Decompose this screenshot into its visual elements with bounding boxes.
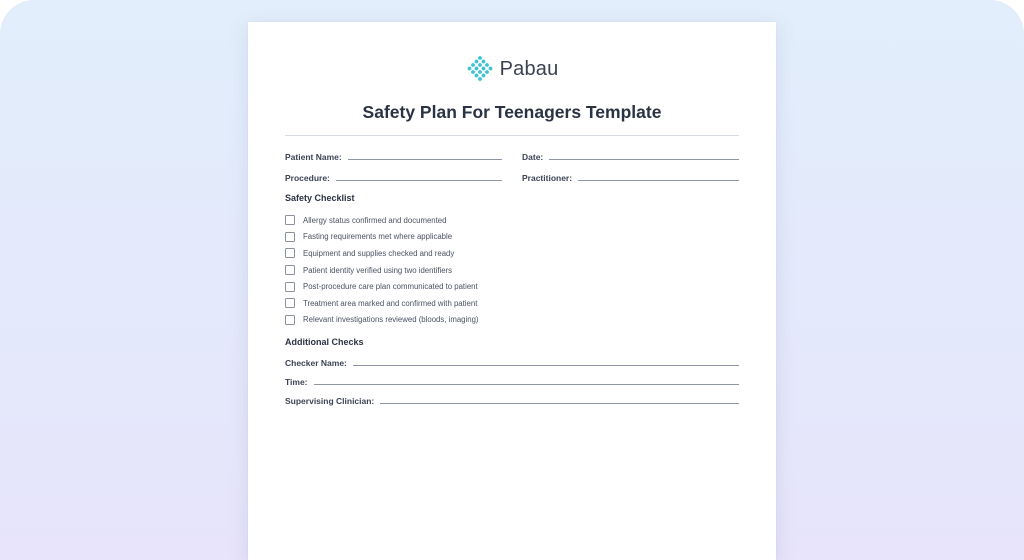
additional-checks-heading: Additional Checks xyxy=(285,337,364,347)
safety-checklist-heading: Safety Checklist xyxy=(285,193,355,203)
patient-name-field[interactable] xyxy=(285,150,502,162)
checkbox[interactable] xyxy=(285,282,295,292)
practitioner-label: Practitioner: xyxy=(522,173,573,183)
checker-name-field[interactable] xyxy=(285,356,739,368)
patient-name-label: Patient Name: xyxy=(285,152,342,162)
document-title: Safety Plan For Teenagers Template xyxy=(362,102,662,122)
practitioner-field[interactable] xyxy=(522,171,739,183)
supervising-clinician-line[interactable] xyxy=(380,403,739,404)
checkbox[interactable] xyxy=(285,298,295,308)
date-line[interactable] xyxy=(549,159,739,160)
checklist-item[interactable] xyxy=(285,278,479,295)
checklist-item-label: Equipment and supplies checked and ready xyxy=(303,248,455,258)
procedure-field[interactable] xyxy=(285,171,502,183)
supervising-clinician-label: Supervising Clinician: xyxy=(285,396,375,406)
checkbox[interactable] xyxy=(285,215,295,225)
procedure-line[interactable] xyxy=(336,180,502,181)
practitioner-line[interactable] xyxy=(578,180,739,181)
checklist-item[interactable] xyxy=(285,212,479,229)
time-line[interactable] xyxy=(314,384,739,385)
checklist-item[interactable] xyxy=(285,245,479,262)
checker-name-line[interactable] xyxy=(353,365,739,366)
title-divider xyxy=(285,135,739,136)
checklist-item[interactable] xyxy=(285,262,479,279)
time-field[interactable] xyxy=(285,375,739,387)
checkbox[interactable] xyxy=(285,248,295,258)
patient-name-line[interactable] xyxy=(348,159,502,160)
checkbox[interactable] xyxy=(285,265,295,275)
date-field[interactable] xyxy=(522,150,739,162)
checker-name-label: Checker Name: xyxy=(285,358,347,368)
time-label: Time: xyxy=(285,377,308,387)
checklist-item-label: Fasting requirements met where applicable xyxy=(303,232,453,242)
pabau-logo-icon xyxy=(466,55,494,83)
brand-name: Pabau xyxy=(499,57,559,80)
supervising-clinician-field[interactable] xyxy=(285,394,739,406)
checklist-item[interactable] xyxy=(285,312,479,329)
checklist-item[interactable] xyxy=(285,229,479,246)
checklist-item-label: Patient identity verified using two identifiers xyxy=(303,265,453,275)
date-label: Date: xyxy=(522,152,544,162)
checkbox[interactable] xyxy=(285,232,295,242)
document-sheet xyxy=(248,22,776,560)
checklist-item-label: Allergy status confirmed and documented xyxy=(303,215,447,225)
safety-checklist xyxy=(285,212,479,328)
brand-logo xyxy=(248,55,776,83)
checklist-item-label: Post-procedure care plan communicated to patient xyxy=(303,282,478,292)
checkbox[interactable] xyxy=(285,315,295,325)
checklist-item-label: Relevant investigations reviewed (bloods, imaging) xyxy=(303,315,479,325)
checklist-item-label: Treatment area marked and confirmed with patient xyxy=(303,298,478,308)
procedure-label: Procedure: xyxy=(285,173,330,183)
checklist-item[interactable] xyxy=(285,295,479,312)
